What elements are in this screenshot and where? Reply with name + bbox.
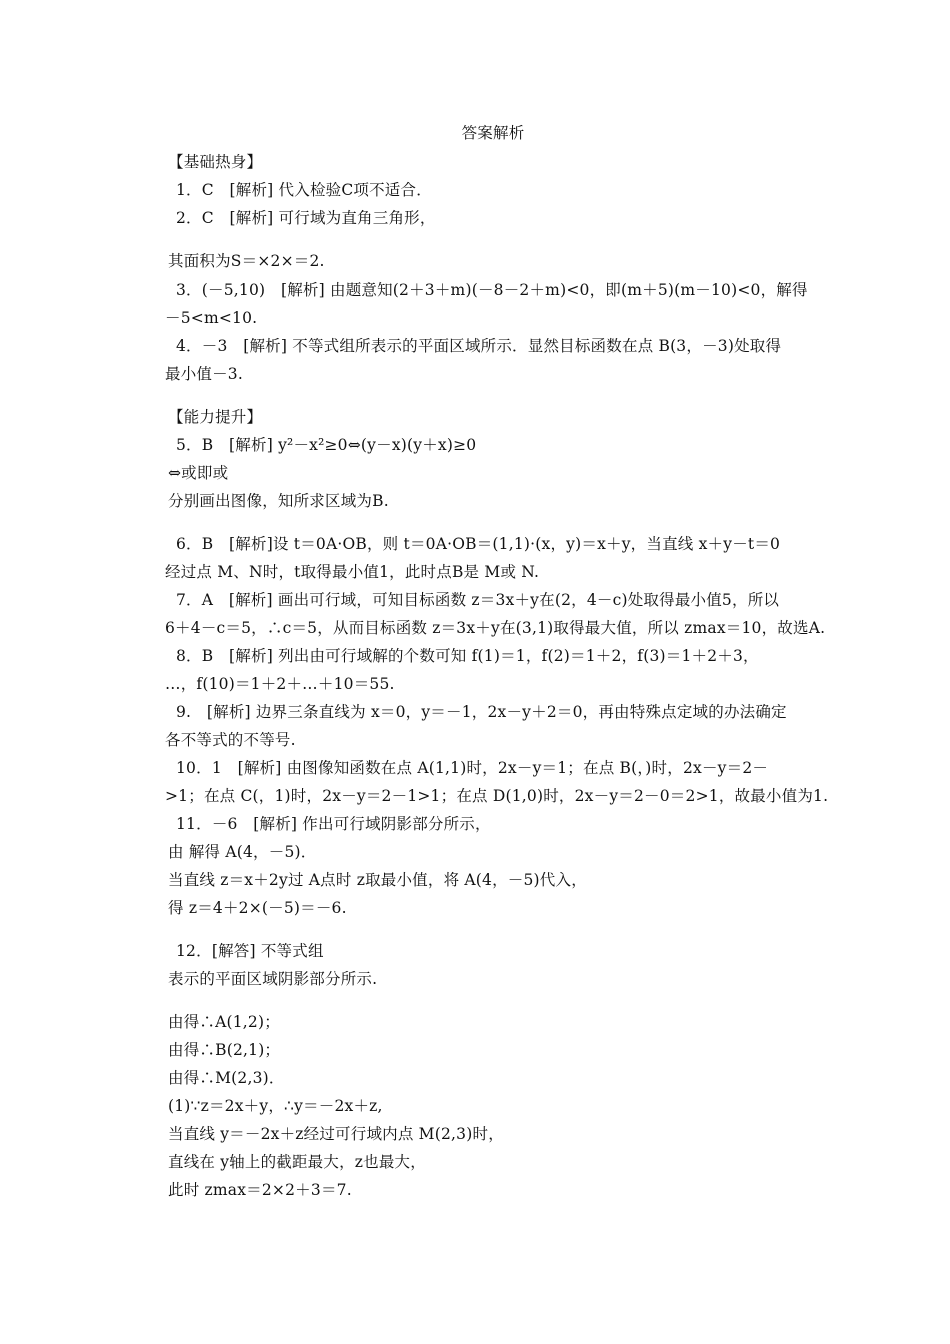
- answer-line: 6＋4－c＝5，∴c＝5，从而目标函数 z＝3x＋y在(3,1)取得最大值，所以 zmax＝10，故选A.: [165, 619, 826, 637]
- answer-line: 此时 zmax＝2×2＋3＝7.: [168, 1181, 352, 1199]
- answer-line: 分别画出图像，知所求区域为B.: [168, 492, 389, 510]
- answer-line: 12．[解答] 不等式组: [176, 942, 324, 960]
- answer-line: 由 解得 A(4，－5)．: [168, 843, 317, 861]
- answer-line: 当直线 y＝－2x＋z经过可行域内点 M(2,3)时，: [168, 1125, 504, 1143]
- answer-line: 5．B [解析] y²－x²≥0⇔(y－x)(y＋x)≥0: [176, 436, 477, 454]
- answer-line: 由得∴M(2,3)．: [168, 1069, 285, 1087]
- answer-line: 3．(－5,10) [解析] 由题意知(2＋3＋m)(－8－2＋m)<0，即(m＋5)(m－10)<0，解得: [176, 281, 808, 299]
- answer-line: ⇔或即或: [168, 464, 229, 482]
- answer-line: 直线在 y轴上的截距最大，z也最大，: [168, 1153, 426, 1171]
- answer-line: 6．B [解析]设 t＝0A·OB，则 t＝0A·OB＝(1,1)·(x，y)＝x＋y，当直线 x＋y－t＝0: [176, 535, 781, 553]
- answer-line: 由得∴A(1,2)；: [168, 1013, 280, 1031]
- answer-line: …，f(10)＝1＋2＋…＋10＝55.: [165, 675, 395, 693]
- answer-line: 1．C [解析] 代入检验C项不适合．: [176, 181, 432, 199]
- answer-line: 最小值－3.: [165, 365, 243, 383]
- answer-line: >1；在点 C(，1)时，2x－y＝2－1>1；在点 D(1,0)时，2x－y＝2－0＝2>1，故最小值为1.: [165, 787, 829, 805]
- section-heading-basic: 【基础热身】: [168, 153, 263, 171]
- answer-line: 由得∴B(2,1)；: [168, 1041, 281, 1059]
- answer-line: 表示的平面区域阴影部分所示.: [168, 970, 378, 988]
- answer-line: 10．1 [解析] 由图像知函数在点 A(1,1)时，2x－y＝1；在点 B(，)时，2x－y＝2－: [176, 759, 769, 777]
- answer-line: 其面积为S＝×2×＝2.: [168, 252, 325, 270]
- page-title: 答案解析: [461, 124, 525, 142]
- answer-line: 各不等式的不等号.: [165, 731, 296, 749]
- answer-line: (1)∵z＝2x＋y，∴y＝－2x＋z,: [168, 1097, 383, 1115]
- answer-line: 4．－3 [解析] 不等式组所表示的平面区域所示．显然目标函数在点 B(3，－3)处取得: [176, 337, 782, 355]
- answer-line: 得 z＝4＋2×(－5)＝－6.: [168, 899, 347, 917]
- answer-line: 经过点 M、N时，t取得最小值1，此时点B是 M或 N.: [165, 563, 540, 581]
- answer-line: 当直线 z＝x＋2y过 A点时 z取最小值，将 A(4，－5)代入，: [168, 871, 587, 889]
- answer-line: －5<m<10.: [165, 309, 258, 327]
- section-heading-advanced: 【能力提升】: [168, 408, 263, 426]
- answer-line: 8．B [解析] 列出由可行域解的个数可知 f(1)＝1，f(2)＝1＋2，f(3)＝1＋2＋3，: [176, 647, 759, 665]
- answer-line: 9. [解析] 边界三条直线为 x＝0，y＝－1，2x－y＋2＝0，再由特殊点定域的办法确定: [176, 703, 787, 721]
- answer-line: 7．A [解析] 画出可行域，可知目标函数 z＝3x＋y在(2，4－c)处取得最小值5，所以: [176, 591, 780, 609]
- answer-line: 2．C [解析] 可行域为直角三角形，: [176, 209, 436, 227]
- answer-line: 11．－6 [解析] 作出可行域阴影部分所示，: [176, 815, 491, 833]
